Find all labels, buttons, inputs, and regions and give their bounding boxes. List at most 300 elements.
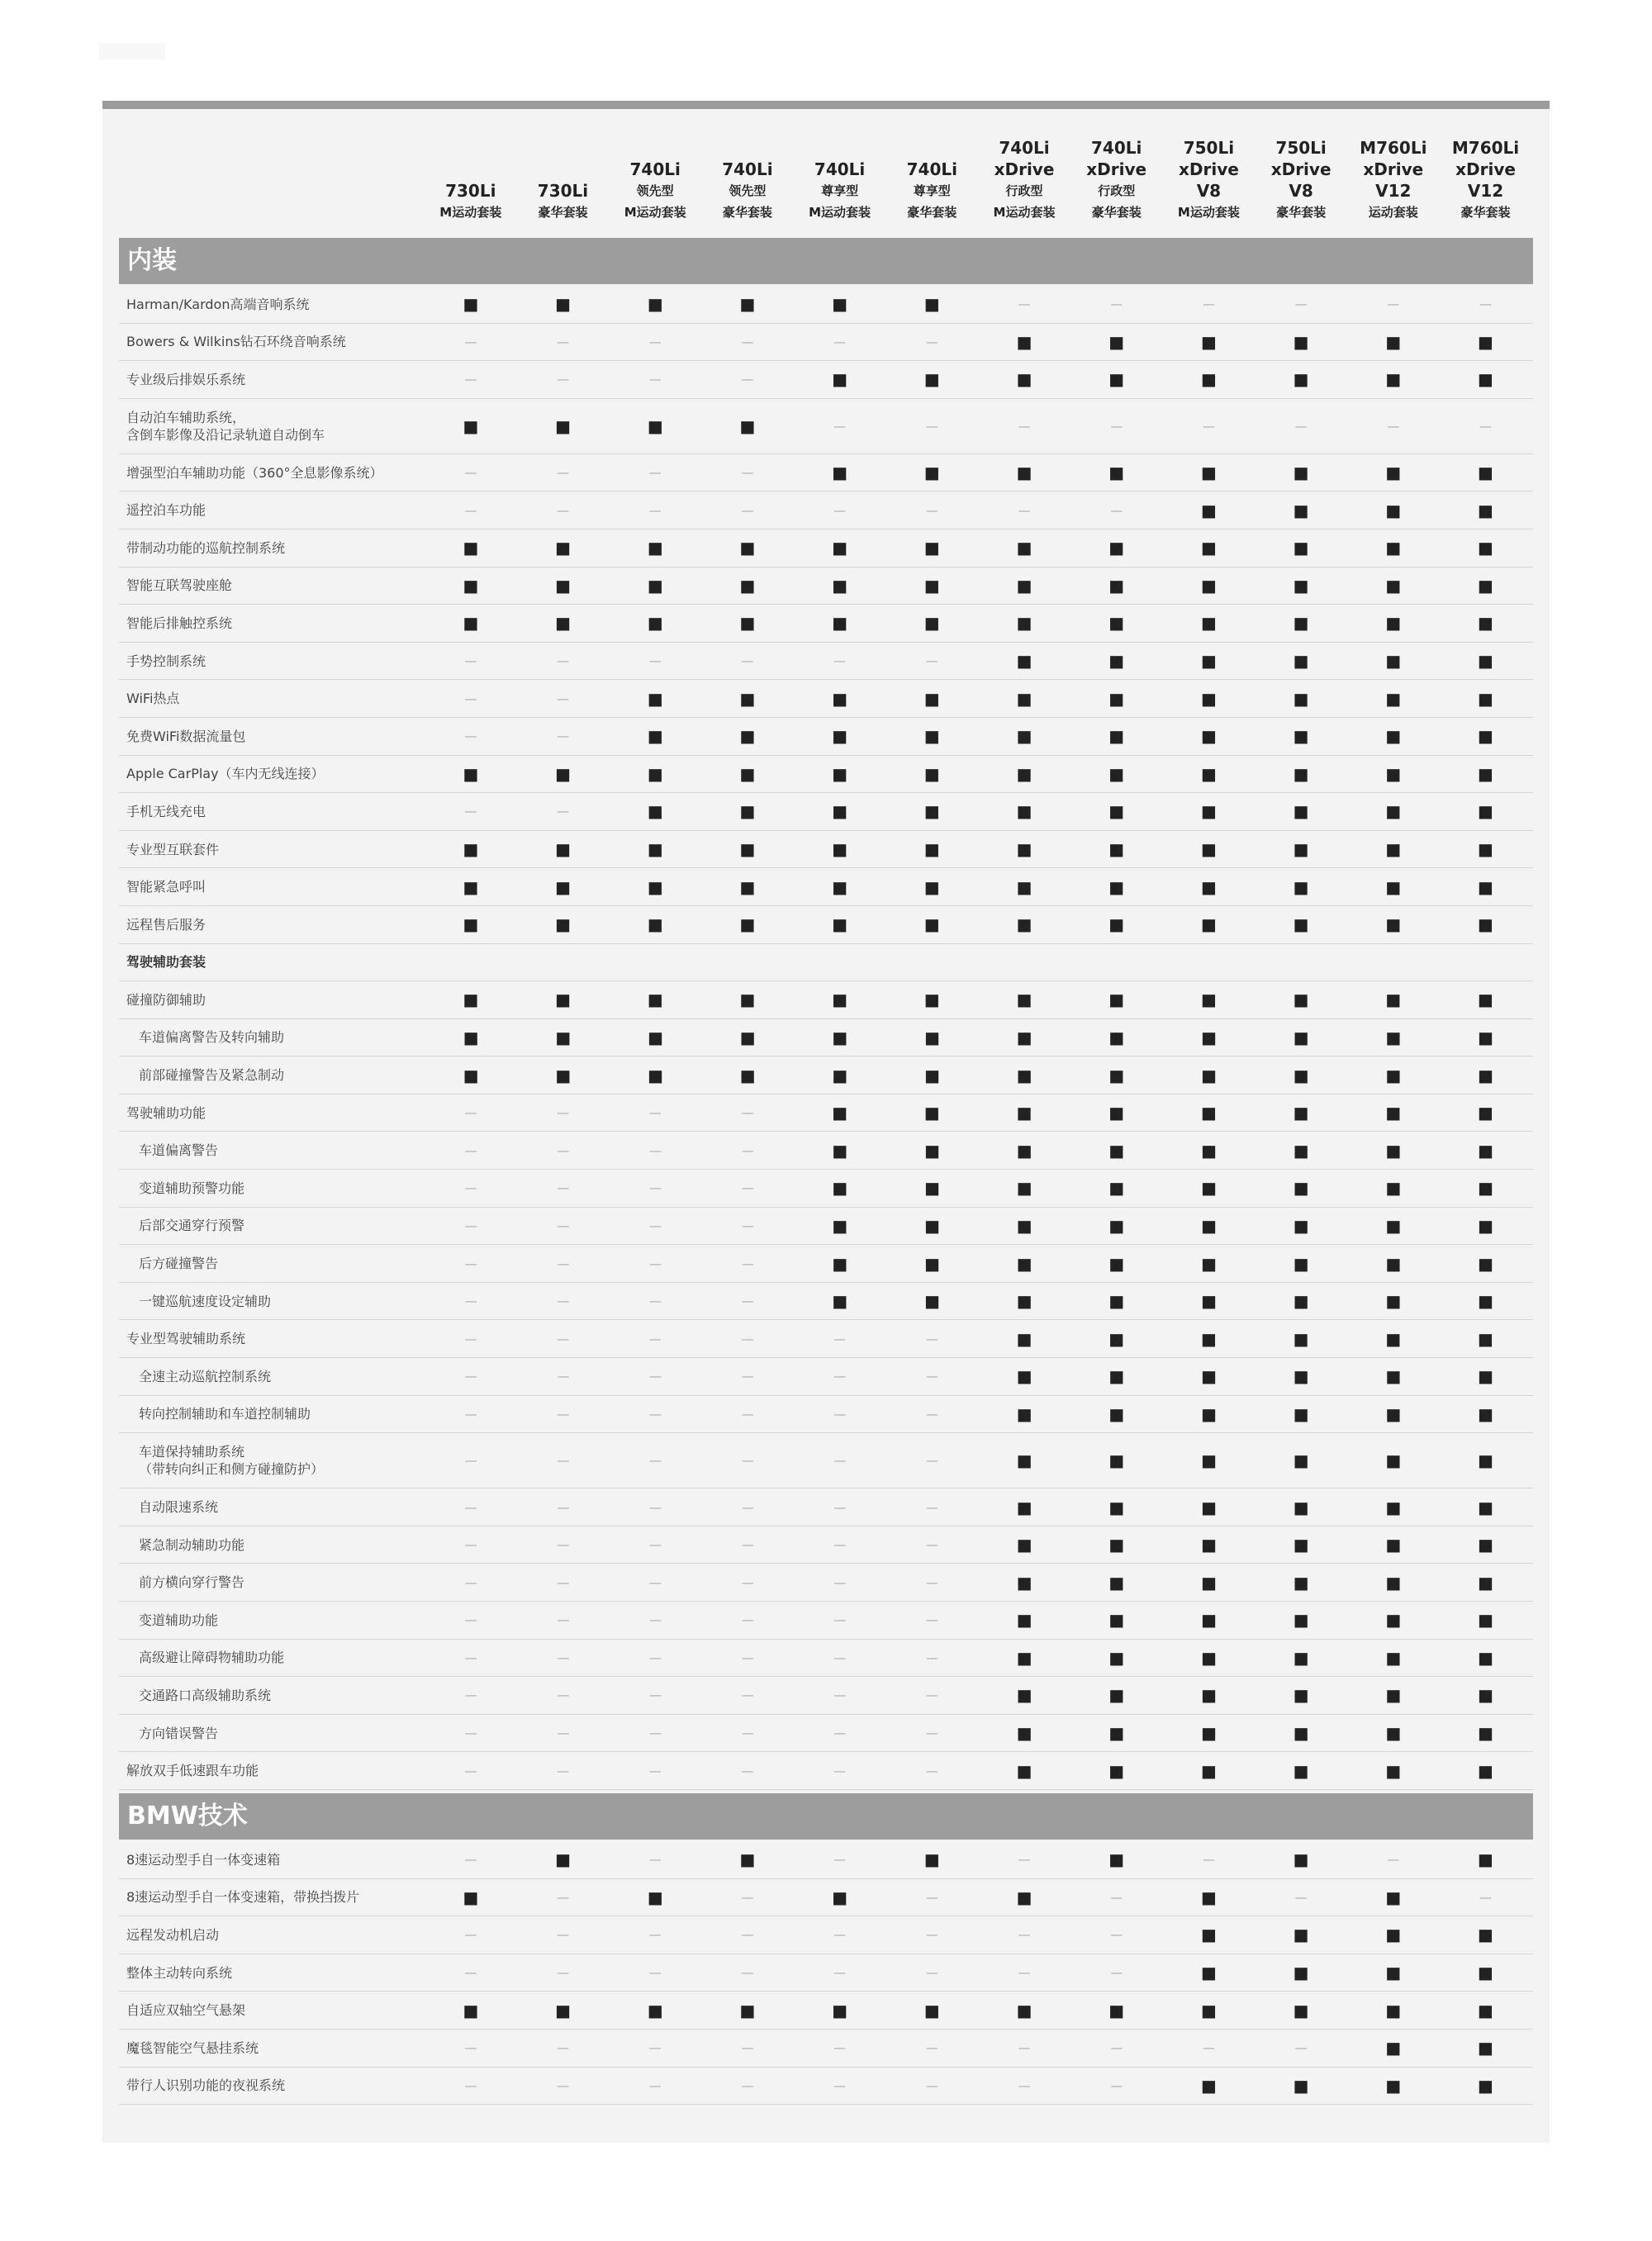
not-available-marker: — [1018,2040,1031,2056]
standard-marker: ■ [739,990,756,1010]
standard-marker: ■ [924,1178,940,1199]
table-row [119,1208,1533,1246]
not-available-marker: — [649,1499,662,1515]
standard-marker: ■ [1108,1291,1125,1312]
not-available-marker: — [648,653,662,669]
not-available-marker: — [464,1142,477,1158]
standard-marker: ■ [1200,538,1217,558]
standard-marker: ■ [1016,1027,1032,1047]
not-available-marker: — [833,1406,847,1422]
standard-marker: ■ [1478,1497,1494,1517]
standard-marker: ■ [923,914,940,935]
feature-label [119,1649,426,1666]
not-available-marker: — [464,804,477,819]
not-available-marker: — [925,418,938,434]
table-row [119,605,1533,643]
standard-marker: ■ [1385,613,1402,634]
standard-marker: ■ [1108,1760,1125,1781]
not-available-marker: — [925,1763,938,1778]
not-available-marker: — [464,1294,477,1309]
standard-marker: ■ [1293,1027,1309,1047]
not-available-marker: — [464,653,477,669]
standard-marker: ■ [1478,1328,1493,1349]
standard-marker: ■ [1200,1760,1217,1781]
feature-label [119,1725,426,1742]
standard-marker: ■ [1108,1849,1125,1870]
standard-marker: ■ [1200,500,1217,520]
standard-marker: ■ [1200,369,1217,390]
standard-marker: ■ [555,839,572,860]
standard-marker: ■ [1385,1535,1402,1555]
standard-marker: ■ [1016,990,1032,1010]
column-header [1164,109,1254,235]
standard-marker: ■ [1478,1215,1494,1236]
feature-label [119,1964,426,1982]
standard-marker: ■ [1108,613,1125,634]
standard-marker: ■ [1293,990,1309,1010]
standard-marker: ■ [1108,1328,1125,1349]
standard-marker: ■ [1108,914,1125,935]
column-header-line: xDrive [994,159,1055,179]
feature-label [119,2039,426,2057]
not-available-marker: — [925,2040,938,2056]
column-header-line: 750Li [1183,138,1235,158]
column-header-line: 豪华套装 [1460,205,1511,220]
standard-marker: ■ [463,415,479,436]
standard-marker: ■ [1108,801,1125,822]
feature-label-line: 车道保持辅助系统 [139,1444,245,1460]
standard-marker: ■ [1478,688,1493,709]
not-available-marker: — [557,1256,570,1271]
column-header [795,109,885,235]
column-header [1256,109,1346,235]
not-available-marker: — [649,1180,662,1196]
standard-marker: ■ [1385,463,1402,483]
standard-marker: ■ [1200,651,1217,672]
standard-marker: ■ [739,575,756,596]
standard-marker: ■ [647,801,663,822]
standard-marker: ■ [1293,1103,1309,1123]
standard-marker: ■ [1478,1760,1493,1781]
standard-marker: ■ [923,876,940,897]
column-header [1349,109,1439,235]
table-row [119,1602,1533,1640]
not-available-marker: — [741,1650,754,1665]
not-available-marker: — [1018,297,1031,312]
standard-marker: ■ [923,1103,940,1123]
table-row [119,1320,1533,1358]
column-header-line: 豪华套装 [1091,205,1142,220]
standard-marker: ■ [739,839,756,860]
not-available-marker: — [557,1369,570,1384]
standard-marker: ■ [1200,463,1217,483]
standard-marker: ■ [647,415,663,436]
standard-marker: ■ [1293,1760,1309,1781]
standard-marker: ■ [555,1849,572,1870]
not-available-marker: — [557,804,570,819]
not-available-marker: — [464,502,477,518]
not-available-marker: — [464,1688,477,1703]
feature-label [119,1762,426,1779]
standard-marker: ■ [1016,1403,1032,1424]
table-row [119,1019,1533,1057]
not-available-marker: — [557,1406,570,1422]
standard-marker: ■ [1293,726,1309,747]
feature-label-line: WiFi热点 [126,691,180,707]
standard-marker: ■ [1016,613,1032,634]
table-row [119,2068,1533,2106]
standard-marker: ■ [463,2000,479,2020]
not-available-marker: — [925,2077,938,2093]
not-available-marker: — [648,502,662,518]
not-available-marker: — [1387,418,1400,434]
table-row [119,454,1533,492]
standard-marker: ■ [832,369,848,390]
standard-marker: ■ [647,839,663,860]
table-row [119,1992,1533,2030]
not-available-marker: — [649,1294,662,1309]
standard-marker: ■ [463,1887,479,1907]
standard-marker: ■ [1201,1723,1217,1744]
column-header [610,109,700,235]
standard-marker: ■ [1293,1647,1309,1668]
background-mark [99,43,165,59]
standard-marker: ■ [1200,1963,1217,1983]
standard-marker: ■ [555,914,572,935]
not-available-marker: — [741,1256,754,1271]
table-row [119,286,1533,324]
standard-marker: ■ [1478,1925,1493,1945]
feature-label-line: 后部交通穿行预警 [139,1218,245,1234]
standard-marker: ■ [463,990,479,1010]
table-row [119,1433,1533,1488]
standard-marker: ■ [1200,331,1217,352]
feature-label [119,991,426,1009]
table-row [119,1488,1533,1526]
not-available-marker: — [926,1612,939,1628]
feature-label [119,2001,426,2019]
not-available-marker: — [926,1406,939,1422]
feature-label [119,1687,426,1704]
standard-marker: ■ [1108,763,1125,784]
standard-marker: ■ [739,1065,756,1085]
standard-marker: ■ [1016,1685,1032,1706]
standard-marker: ■ [1200,726,1217,747]
not-available-marker: — [1479,418,1492,434]
standard-marker: ■ [1385,500,1402,520]
not-available-marker: — [557,729,570,744]
standard-marker: ■ [1200,839,1217,860]
not-available-marker: — [833,1965,847,1981]
standard-marker: ■ [1385,1497,1402,1517]
standard-marker: ■ [923,538,940,558]
feature-label [119,1443,426,1478]
feature-label-line: 前方横向穿行警告 [139,1574,245,1591]
standard-marker: ■ [1293,1497,1309,1517]
standard-marker: ■ [1293,1610,1309,1631]
standard-marker: ■ [1385,876,1402,897]
table-row [119,1841,1533,1879]
standard-marker: ■ [739,415,756,436]
standard-marker: ■ [647,876,663,897]
standard-marker: ■ [1478,331,1493,352]
standard-marker: ■ [1385,369,1402,390]
not-available-marker: — [557,1331,570,1346]
not-available-marker: — [926,1453,939,1469]
table-row [119,1094,1533,1132]
table-row [119,1564,1533,1602]
standard-marker: ■ [1478,369,1493,390]
table-row [119,324,1533,362]
not-available-marker: — [833,1650,847,1665]
feature-label [119,1368,426,1385]
standard-marker: ■ [1385,331,1402,352]
standard-marker: ■ [1016,1065,1032,1085]
not-available-marker: — [557,1688,570,1703]
feature-label-line: 变道辅助预警功能 [139,1180,245,1196]
column-header-line: M运动套装 [624,205,686,220]
not-available-marker: — [1294,418,1308,434]
table-row [119,1132,1533,1170]
standard-marker: ■ [555,1065,572,1085]
not-available-marker: — [464,2077,477,2093]
not-available-marker: — [649,1726,662,1741]
standard-marker: ■ [1478,1140,1494,1161]
not-available-marker: — [741,1218,754,1233]
standard-marker: ■ [924,1215,940,1236]
standard-marker: ■ [1385,1366,1402,1387]
standard-marker: ■ [1385,1450,1402,1471]
not-available-marker: — [741,334,754,349]
standard-marker: ■ [463,1027,479,1047]
not-available-marker: — [464,1763,477,1778]
not-available-marker: — [649,1369,662,1384]
column-header-line: 豪华套装 [907,205,957,220]
column-header-line: 尊享型 [913,183,951,198]
standard-marker: ■ [1293,914,1309,935]
not-available-marker: — [648,2077,662,2093]
not-available-marker: — [925,502,938,518]
column-header-line: 豪华套装 [538,205,588,220]
standard-marker: ■ [1478,1103,1493,1123]
standard-marker: ■ [1478,2075,1493,2096]
standard-marker: ■ [647,613,663,634]
feature-label [119,728,426,745]
table-row [119,1056,1533,1094]
not-available-marker: — [464,334,477,349]
standard-marker: ■ [739,294,756,315]
standard-marker: ■ [647,914,663,935]
not-available-marker: — [557,1218,570,1233]
standard-marker: ■ [923,575,940,596]
feature-label-line: 智能后排触控系统 [126,615,233,631]
feature-label [119,1293,426,1310]
standard-marker: ■ [1385,1723,1402,1744]
standard-marker: ■ [1293,1450,1309,1471]
standard-marker: ■ [1108,688,1125,709]
standard-marker: ■ [1478,1253,1494,1274]
not-available-marker: — [557,1889,570,1905]
standard-marker: ■ [1385,801,1402,822]
standard-marker: ■ [1016,1140,1032,1161]
standard-marker: ■ [1478,1535,1494,1555]
not-available-marker: — [833,1927,847,1943]
standard-marker: ■ [1016,1497,1032,1517]
spec-sheet [102,101,1550,2143]
column-header-line: 730Li [537,181,589,201]
standard-marker: ■ [1108,331,1125,352]
feature-label-line: 紧急制动辅助功能 [139,1536,245,1553]
standard-marker: ■ [1293,538,1309,558]
standard-marker: ■ [1478,2000,1493,2020]
feature-label [119,653,426,670]
feature-label-line: Apple CarPlay（车内无线连接） [126,766,325,782]
feature-label-line: 驾驶辅助功能 [126,1104,206,1121]
feature-label-line: Bowers & Wilkins钻石环绕音响系统 [126,334,346,350]
table-row [119,361,1533,399]
standard-marker: ■ [647,688,663,709]
not-available-marker: — [648,1763,662,1778]
not-available-marker: — [741,1763,754,1778]
feature-label-line: 驾驶辅助套装 [126,954,206,971]
table-row [119,491,1533,529]
not-available-marker: — [648,465,662,481]
standard-marker: ■ [1108,1103,1125,1123]
feature-label-line: 魔毯智能空气悬挂系统 [126,2039,259,2056]
not-available-marker: — [1018,1965,1031,1981]
standard-marker: ■ [1016,369,1032,390]
not-available-marker: — [741,502,754,518]
column-header-line: xDrive [1270,159,1332,179]
not-available-marker: — [1479,297,1492,312]
standard-marker: ■ [1200,2075,1217,2096]
standard-marker: ■ [1293,839,1309,860]
column-header-line: M760Li [1451,138,1520,158]
standard-marker: ■ [1108,1403,1125,1424]
not-available-marker: — [741,1331,754,1346]
table-row [119,868,1533,906]
standard-marker: ■ [555,763,572,784]
not-available-marker: — [1202,418,1215,434]
standard-marker: ■ [463,294,479,315]
not-available-marker: — [741,1574,754,1590]
not-available-marker: — [1110,1965,1123,1981]
table-row [119,1358,1533,1396]
not-available-marker: — [464,1105,477,1121]
table-row [119,1879,1533,1917]
standard-marker: ■ [1016,1178,1032,1199]
standard-marker: ■ [739,538,756,558]
feature-label [119,1926,426,1944]
standard-marker: ■ [1478,1450,1494,1471]
standard-marker: ■ [1200,575,1217,596]
not-available-marker: — [1387,297,1400,312]
not-available-marker: — [1202,297,1215,312]
standard-marker: ■ [832,839,848,860]
table-row [119,529,1533,567]
feature-label-line: 自适应双轴空气悬架 [126,2002,246,2019]
standard-marker: ■ [1201,1450,1217,1471]
standard-marker: ■ [1478,1065,1494,1085]
feature-label-line: 后方碰撞警告 [139,1256,219,1272]
standard-marker: ■ [924,1253,940,1274]
feature-label-line: 含倒车影像及沿记录轨道自动倒车 [126,426,325,443]
not-available-marker: — [464,1726,477,1741]
column-header-line: xDrive [1178,159,1239,179]
standard-marker: ■ [1385,1027,1402,1047]
standard-marker: ■ [463,876,479,897]
standard-marker: ■ [1108,575,1125,596]
standard-marker: ■ [1385,1610,1402,1631]
not-available-marker: — [557,1499,570,1515]
not-available-marker: — [741,1105,754,1121]
table-row [119,1715,1533,1753]
not-available-marker: — [649,1537,662,1553]
not-available-marker: — [741,2040,754,2056]
not-available-marker: — [741,1726,754,1741]
not-available-marker: — [925,1927,938,1943]
not-available-marker: — [464,1650,477,1665]
feature-label [119,577,426,594]
not-available-marker: — [741,1537,754,1553]
standard-marker: ■ [924,1140,940,1161]
not-available-marker: — [833,1726,847,1741]
not-available-marker: — [833,1331,847,1346]
column-header-line: 豪华套装 [722,205,772,220]
standard-marker: ■ [1293,331,1309,352]
standard-marker: ■ [923,294,940,315]
standard-marker: ■ [463,613,479,634]
not-available-marker: — [741,1294,754,1309]
not-available-marker: — [557,1650,570,1665]
standard-marker: ■ [1293,1140,1309,1161]
standard-marker: ■ [1108,1685,1125,1706]
standard-marker: ■ [1293,575,1309,596]
standard-marker: ■ [555,990,572,1010]
standard-marker: ■ [1201,1140,1217,1161]
standard-marker: ■ [1016,2000,1032,2020]
not-available-marker: — [833,1574,847,1590]
standard-marker: ■ [832,463,848,483]
not-available-marker: — [926,1499,939,1515]
standard-marker: ■ [1293,463,1309,483]
feature-label-line: 专业型互联套件 [126,841,220,857]
standard-marker: ■ [739,726,756,747]
feature-label-line: 智能互联驾驶座舱 [126,577,233,594]
not-available-marker: — [464,1453,477,1469]
standard-marker: ■ [1385,763,1402,784]
not-available-marker: — [649,1650,662,1665]
feature-label [119,841,426,858]
column-header-line: 豪华套装 [1276,205,1327,220]
standard-marker: ■ [1108,839,1125,860]
standard-marker: ■ [1016,463,1032,483]
standard-marker: ■ [1293,1291,1309,1312]
standard-marker: ■ [1200,990,1217,1010]
column-header-line: 运动套装 [1368,205,1418,220]
feature-label [119,371,426,388]
standard-marker: ■ [1016,538,1032,558]
standard-marker: ■ [1200,1887,1217,1907]
standard-marker: ■ [832,1027,848,1047]
table-header [119,109,1533,235]
feature-label-line: 手势控制系统 [126,653,206,669]
standard-marker: ■ [1108,876,1125,897]
not-available-marker: — [464,1406,477,1422]
standard-marker: ■ [1385,1887,1402,1907]
standard-marker: ■ [832,726,848,747]
column-header-line: 740Li [629,159,681,179]
